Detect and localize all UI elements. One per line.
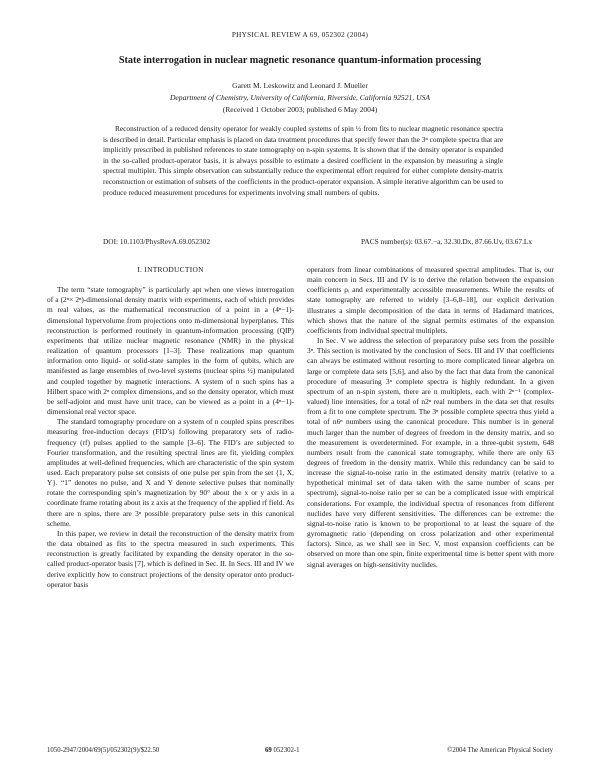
footer-volume: 69 xyxy=(265,747,272,754)
footer-page-id xyxy=(265,747,300,754)
footer-article-number: 052302-1 xyxy=(273,747,300,754)
affiliation: Department of Chemistry, University of California, Riverside, California 92521, USA xyxy=(169,93,431,102)
right-column xyxy=(307,265,554,570)
paragraph-continued: operators from linear combinations of measured spectral amplitudes. That is, our main concern in Secs. III and IV is to derive the relation between the expansion coefficients ρᵢ and experimentally accessible measurements. While the results of state tomography are referred to widely [3–6,8–18], our explicit derivation illustrates a simple decomposition of the data in terms of Hadamard matrices, which shows that the nature of the signal permits estimates of the expansion coefficients from individual spectral multiplets. xyxy=(307,265,554,335)
pacs-numbers: PACS number(s): 03.67.−a, 32.30.Dx, 87.66.Uv, 03.67.Lx xyxy=(361,237,533,246)
received-dates: (Received 1 October 2003; published 6 May 2004) xyxy=(222,105,378,114)
paragraph: The standard tomography procedure on a system of n coupled spins prescribes measuring free-induction decays (FID’s) following preparatory sets of radio-frequency (rf) pulses applied to the sample [3–6]. The FID’s are subjected to Fourier transformation, and the resulting spectral lines are fit, yielding complex amplitudes at well-defined frequencies, which are characteristic of the spin system used. Each preparatory pulse set consists of one pulse per spin from the set {1, X, Y}. “1” denotes no pulse, and X and Y denote selective pulses that nominally rotate the corresponding spin’s magnetization by 90° about the x or y axis in a coordinate frame rotating about its z axis at the frequency of the applied rf field. As there are n spins, there are 3ⁿ possible preparatory pulse sets in this canonical scheme. xyxy=(47,417,294,528)
paragraph: In this paper, we review in detail the reconstruction of the density matrix from the data obtained as fits to the spectra measured in such experiments. This reconstruction is greatly facilitated by expanding the density operator in the so-called product-operator basis [7], which is defined in Sec. II. In Secs. III and IV we derive explicitly how to construct projections of the density operator onto product-operator basis xyxy=(47,528,294,589)
footer-issn: 1050-2947/2004/69(5)/052302(9)/$22.50 xyxy=(47,747,160,754)
abstract: Reconstruction of a reduced density operator for weakly coupled systems of spin ½ from fits to nuclear magnetic resonance spectra is described in detail. Particular emphasis is placed on data treatment procedures that specify fewer than the 3ⁿ complete spectra that are implicitly prescribed in published references to state tomography on n-spin systems. It is shown that if the density operator is expanded in the so-called product-operator basis, it is always possible to estimate a desired coefficient in the expansion by measuring a single spectral multiplet. This simple observation can substantially reduce the experimental effort required for either complete density-matrix reconstruction or estimation of subsets of the coefficients in the product-operator expansion. A simple iterative algorithm can be used to produce reduced measurement procedures for experiments involving small numbers of qubits. xyxy=(103,124,503,197)
doi[interactable]: DOI: 10.1103/PhysRevA.69.052302 xyxy=(103,237,211,246)
paragraph: In Sec. V we address the selection of preparatory pulse sets from the possible 3ⁿ. This section is motivated by the conclusion of Secs. III and IV that coefficients can always be estimated without resorting to more complicated linear algebra on large or complete data sets [5,6], and also by the fact that data from the canonical procedure of measuring 3ⁿ complete spectra is highly redundant. In a given spectrum of an n-spin system, there are n multiplets, each with 2ⁿ⁻¹ (complex-valued) line intensities, for a total of n2ⁿ real numbers in the data set that results from a fit to one complete spectrum. The 3ⁿ possible complete spectra thus yield a total of n6ⁿ numbers using the canonical procedure. This number is in general much larger than the number of degrees of freedom in the density matrix, and so the measurement is overdetermined. For example, in a three-qubit system, 648 numbers result from the canonical state tomography, while there are only 63 degrees of freedom in the density matrix. While this redundancy can be said to increase the signal-to-noise ratio in the estimated density matrix (relative to a hypothetical minimal set of data taken with the same number of scans per spectrum), signal-to-noise ratio per se can be a complicated issue with empirical considerations. For example, the individual spectra of resonances from different nuclides have very different sensitivities. The differences can be extreme: the signal-to-noise ratio is known to be proportional to at least the square of the gyromagnetic ratio (depending on cross polarization and other experimental factors). Since, as we shall see in Sec. V, most expansion coefficients can be observed on more than one spin, finite experimental time is better spent with more signal averages on high-sensitivity nuclides. xyxy=(307,336,554,569)
section-heading: I. INTRODUCTION xyxy=(137,265,204,274)
paper-title: State interrogation in nuclear magnetic resonance quantum-information processing xyxy=(118,55,482,66)
left-column xyxy=(47,265,294,590)
running-head: PHYSICAL REVIEW A 69, 052302 (2004) xyxy=(231,31,369,39)
footer-copyright: ©2004 The American Physical Society xyxy=(447,747,553,754)
authors: Garett M. Leskowitz and Leonard J. Mueller xyxy=(232,81,368,90)
paragraph: The term “state tomography” is particularly apt when one views interrogation of a (2ⁿ× 2ⁿ)-dimensional density matrix with experiments, each of which provides m real values, as the mathematical reconstruction of a point in a (4ⁿ−1)-dimensional hypervolume from projections onto m-dimensional hyperplanes. This reconstruction is performed routinely in quantum-information processing (QIP) experiments that utilize nuclear magnetic resonance (NMR) in the physical realization of quantum processors [1–3]. These realizations map quantum information onto liquid- or solid-state samples in the form of qubits, which are manifested as large ensembles of two-level systems (nuclear spins ½) manipulated and coupled together by magnetic interactions. A system of n such spins has a Hilbert space with 2ⁿ complex dimensions, and so the density operator, which must be self-adjoint and must have unit trace, can be viewed as a point in a (4ⁿ−1)-dimensional real vector space. xyxy=(47,285,294,417)
